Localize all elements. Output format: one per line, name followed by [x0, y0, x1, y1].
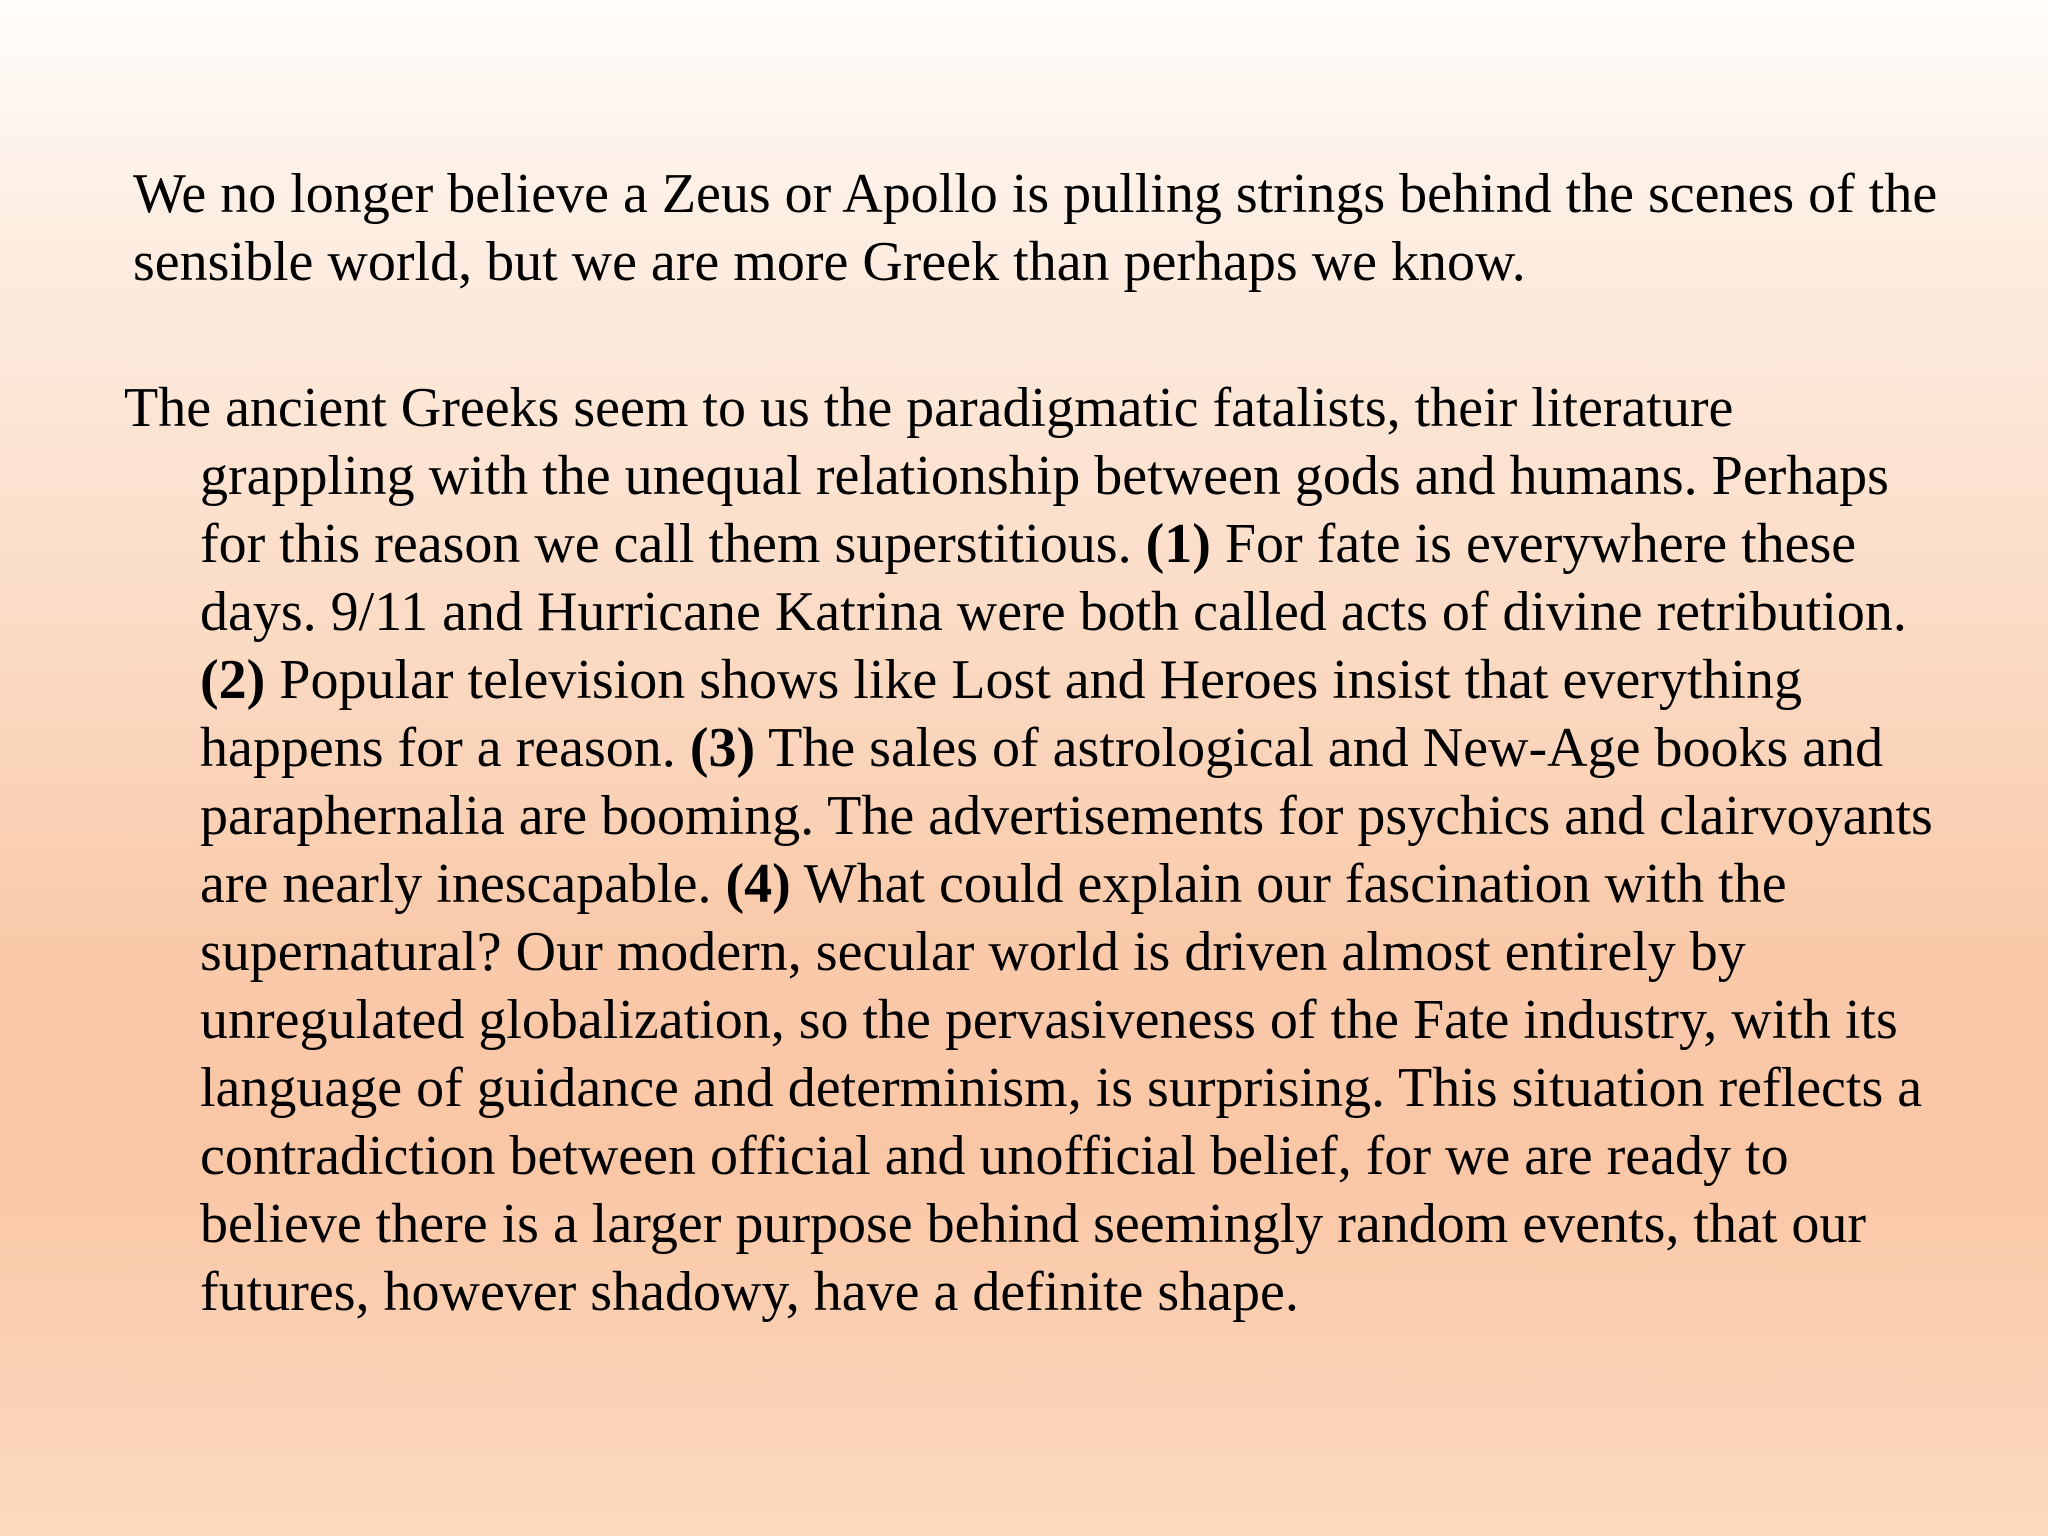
marker-3: (3)	[689, 717, 756, 779]
text-segment: What could explain our fascination with the supernatural? Our modern, secular world is driven almost entirely by unregulated globalization, so the pervasiveness of the Fate industry, with its language of guidance and determinism, is surprising. This situation reflects a contradiction between official and unofficial belief, for we are ready to believe there is a larger purpose behind seemingly random events, that our futures, however shadowy, have a definite shape.	[200, 853, 1923, 1323]
intro-paragraph: We no longer believe a Zeus or Apollo is pulling strings behind the scenes of the sensible world, but we are more Greek than perhaps we know.	[133, 163, 1938, 293]
marker-1: (1)	[1145, 513, 1211, 575]
text-segment: Popular television shows like Lost and Heroes insist that everything happens for a reason.	[200, 649, 1802, 779]
text-segment: For fate is everywhere these days. 9/11 and Hurricane Katrina were both called acts of divine retribution.	[200, 513, 1907, 643]
text-segment: The sales of astrological and New-Age books and paraphernalia are booming. The advertisements for psychics and clairvoyants are nearly inescapable.	[200, 717, 1933, 915]
text-segment: The ancient Greeks seem to us the paradigmatic fatalists, their literature grappling with the unequal relationship between gods and humans. Perhaps for this reason we call them superstitious.	[124, 377, 1889, 575]
marker-2: (2)	[200, 649, 266, 711]
marker-4: (4)	[725, 853, 791, 915]
main-paragraph	[124, 374, 1950, 1326]
